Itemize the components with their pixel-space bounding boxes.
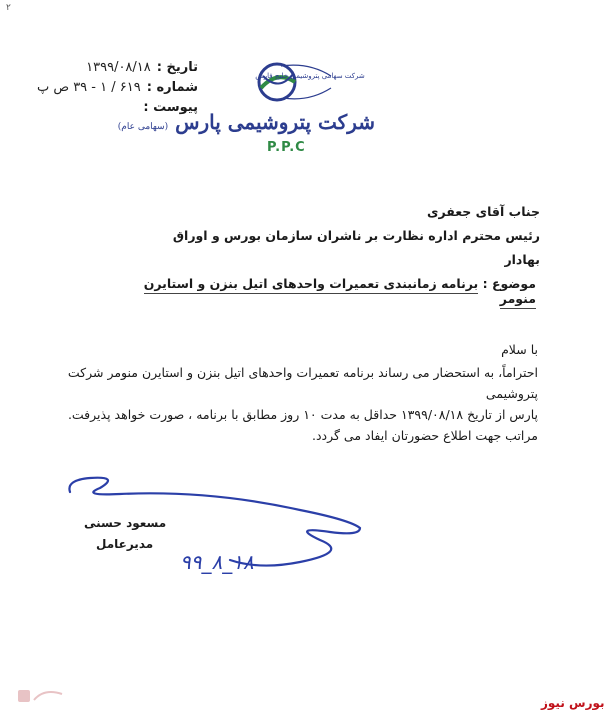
logo-abbreviation: P.P.C (267, 140, 306, 155)
date-value: ۱۳۹۹/۰۸/۱۸ (86, 60, 151, 75)
company-suffix: (سهامی عام) (117, 122, 169, 132)
logo-tagline: شرکت سهامی پتروشیمی خلیج فارس (255, 72, 365, 80)
letter-meta (18, 58, 198, 118)
signer-title: مدیرعامل (96, 537, 154, 551)
subject-text: برنامه زمانبندی تعمیرات واحدهای اتیل بنزن و استایرن منومر (144, 276, 536, 309)
footer-brand: بورس نیوز (541, 696, 605, 710)
body-line: مراتب جهت اطلاع حضورتان ایفاد می گردد. (311, 428, 538, 443)
number-row (18, 78, 198, 98)
attachment-label: پیوست : (143, 100, 198, 115)
addressee-name: جناب آقای جعفری (427, 204, 540, 219)
body-line: پارس از تاریخ ۱۳۹۹/۰۸/۱۸ حداقل به مدت ۱۰ روز مطابق با برنامه ، صورت خواهد پذیرفت. (67, 407, 538, 422)
greeting: با سلام (501, 342, 538, 357)
handwritten-date: ۹۹_۸_۱۸ (180, 550, 254, 574)
subject-label: موضوع : (482, 276, 536, 291)
date-row (18, 58, 198, 78)
page-number: ۲ (6, 3, 11, 13)
addressee-block (140, 200, 540, 272)
logo-emblem-icon (205, 52, 375, 112)
addressee-position: رئیس محترم اداره نظارت بر ناشران سازمان بورس و اوراق بهادار (172, 228, 540, 267)
body-line: احتراماً، به استحضار می رساند برنامه تعمیرات واحدهای اتیل بنزن و استایرن منومر شرکت پتروشیمی (67, 365, 538, 401)
subject-line (116, 276, 536, 306)
signer-name: مسعود حسنی (84, 516, 167, 530)
letter-body (28, 362, 538, 446)
logo-company-name (117, 110, 375, 134)
date-label: تاریخ : (156, 60, 198, 75)
watermark-logo-icon (16, 684, 66, 708)
company-name: شرکت پتروشیمی پارس (175, 110, 375, 134)
number-label: شماره : (146, 80, 198, 95)
number-value: ۶۱۹ / ۱ - ۳۹ ص پ (36, 80, 141, 95)
